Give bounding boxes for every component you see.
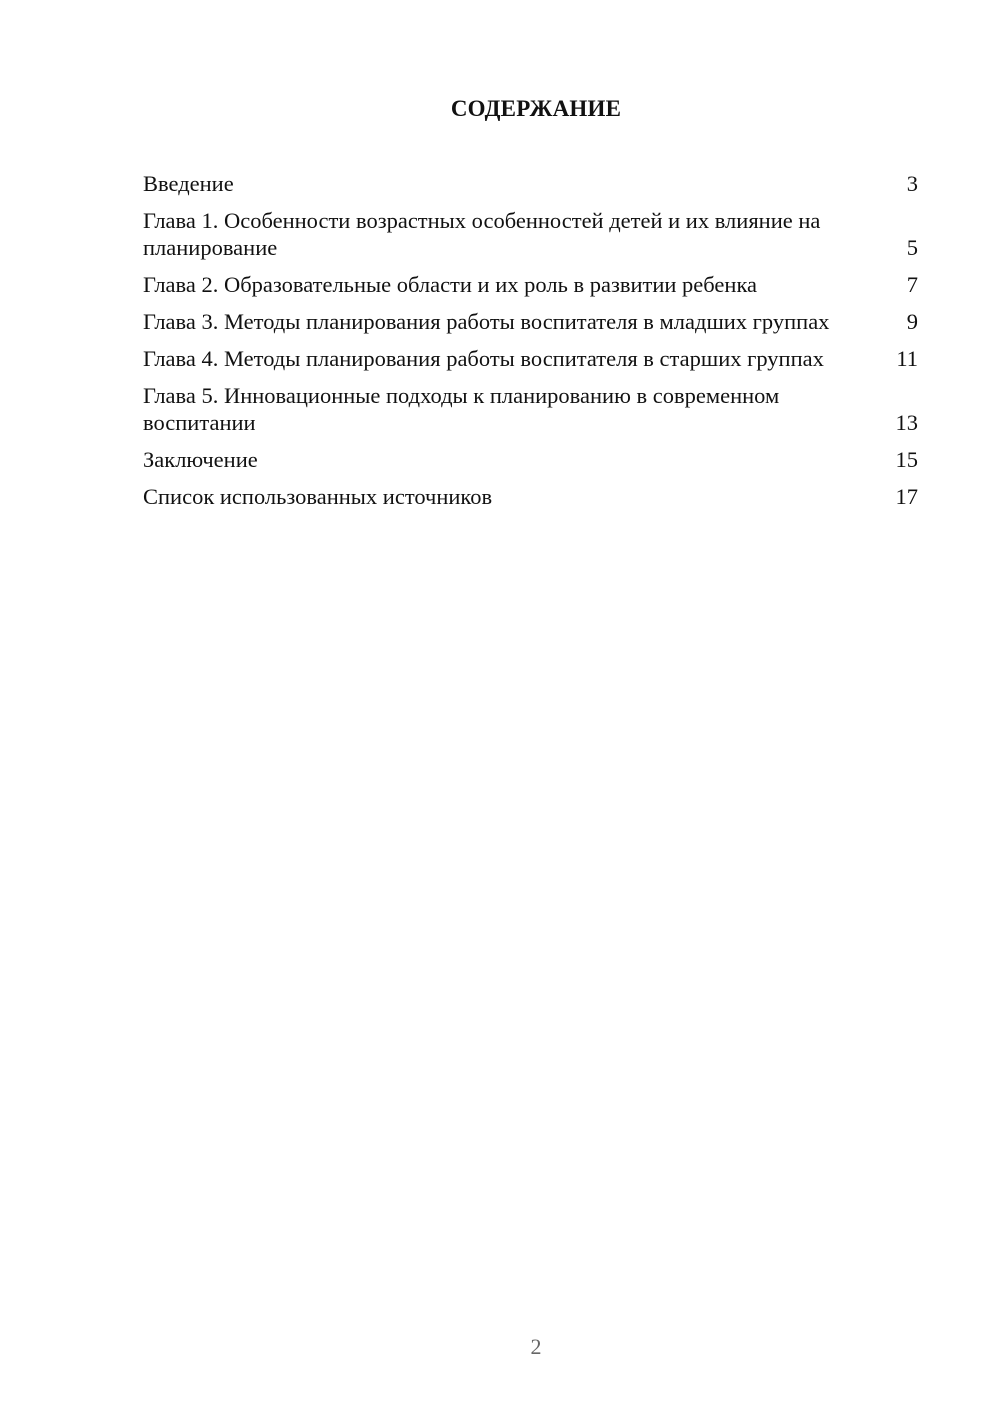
page-number: 2: [530, 1334, 542, 1359]
toc-entry-title: Введение: [143, 171, 234, 196]
toc-entry-introduction[interactable]: [143, 170, 918, 197]
toc-entry-references[interactable]: [143, 483, 918, 510]
toc-entry-page: 17: [895, 484, 918, 509]
toc-entry-chapter-4[interactable]: [143, 345, 918, 372]
toc-entry-page: 11: [896, 346, 918, 371]
toc-entry-chapter-5[interactable]: [143, 382, 918, 436]
toc-entry-title: Заключение: [143, 447, 258, 472]
toc-entry-page: 7: [906, 272, 918, 297]
toc-entry-chapter-3[interactable]: [143, 308, 918, 335]
toc-entry-conclusion[interactable]: [143, 446, 918, 473]
toc-entry-chapter-1[interactable]: [143, 207, 918, 261]
toc-entry-page: 13: [895, 410, 918, 435]
toc-entry-title: Глава 1. Особенности возрастных особенностей детей и их влияние на планирование: [143, 208, 821, 260]
toc-entry-page: 9: [906, 309, 918, 334]
toc-entry-title: Глава 4. Методы планирования работы воспитателя в старших группах: [143, 346, 824, 371]
toc-entry-page: 5: [906, 235, 918, 260]
toc-entry-page: 3: [906, 171, 918, 196]
toc-entry-page: 15: [895, 447, 918, 472]
toc-entry-title: Глава 5. Инновационные подходы к планированию в современном воспитании: [143, 383, 780, 435]
table-of-contents: [143, 170, 918, 520]
page-title: СОДЕРЖАНИЕ: [450, 96, 622, 121]
toc-entry-title: Глава 2. Образовательные области и их роль в развитии ребенка: [143, 272, 758, 297]
toc-entry-title: Список использованных источников: [143, 484, 493, 509]
toc-entry-chapter-2[interactable]: [143, 271, 918, 298]
toc-entry-title: Глава 3. Методы планирования работы воспитателя в младших группах: [143, 309, 830, 334]
